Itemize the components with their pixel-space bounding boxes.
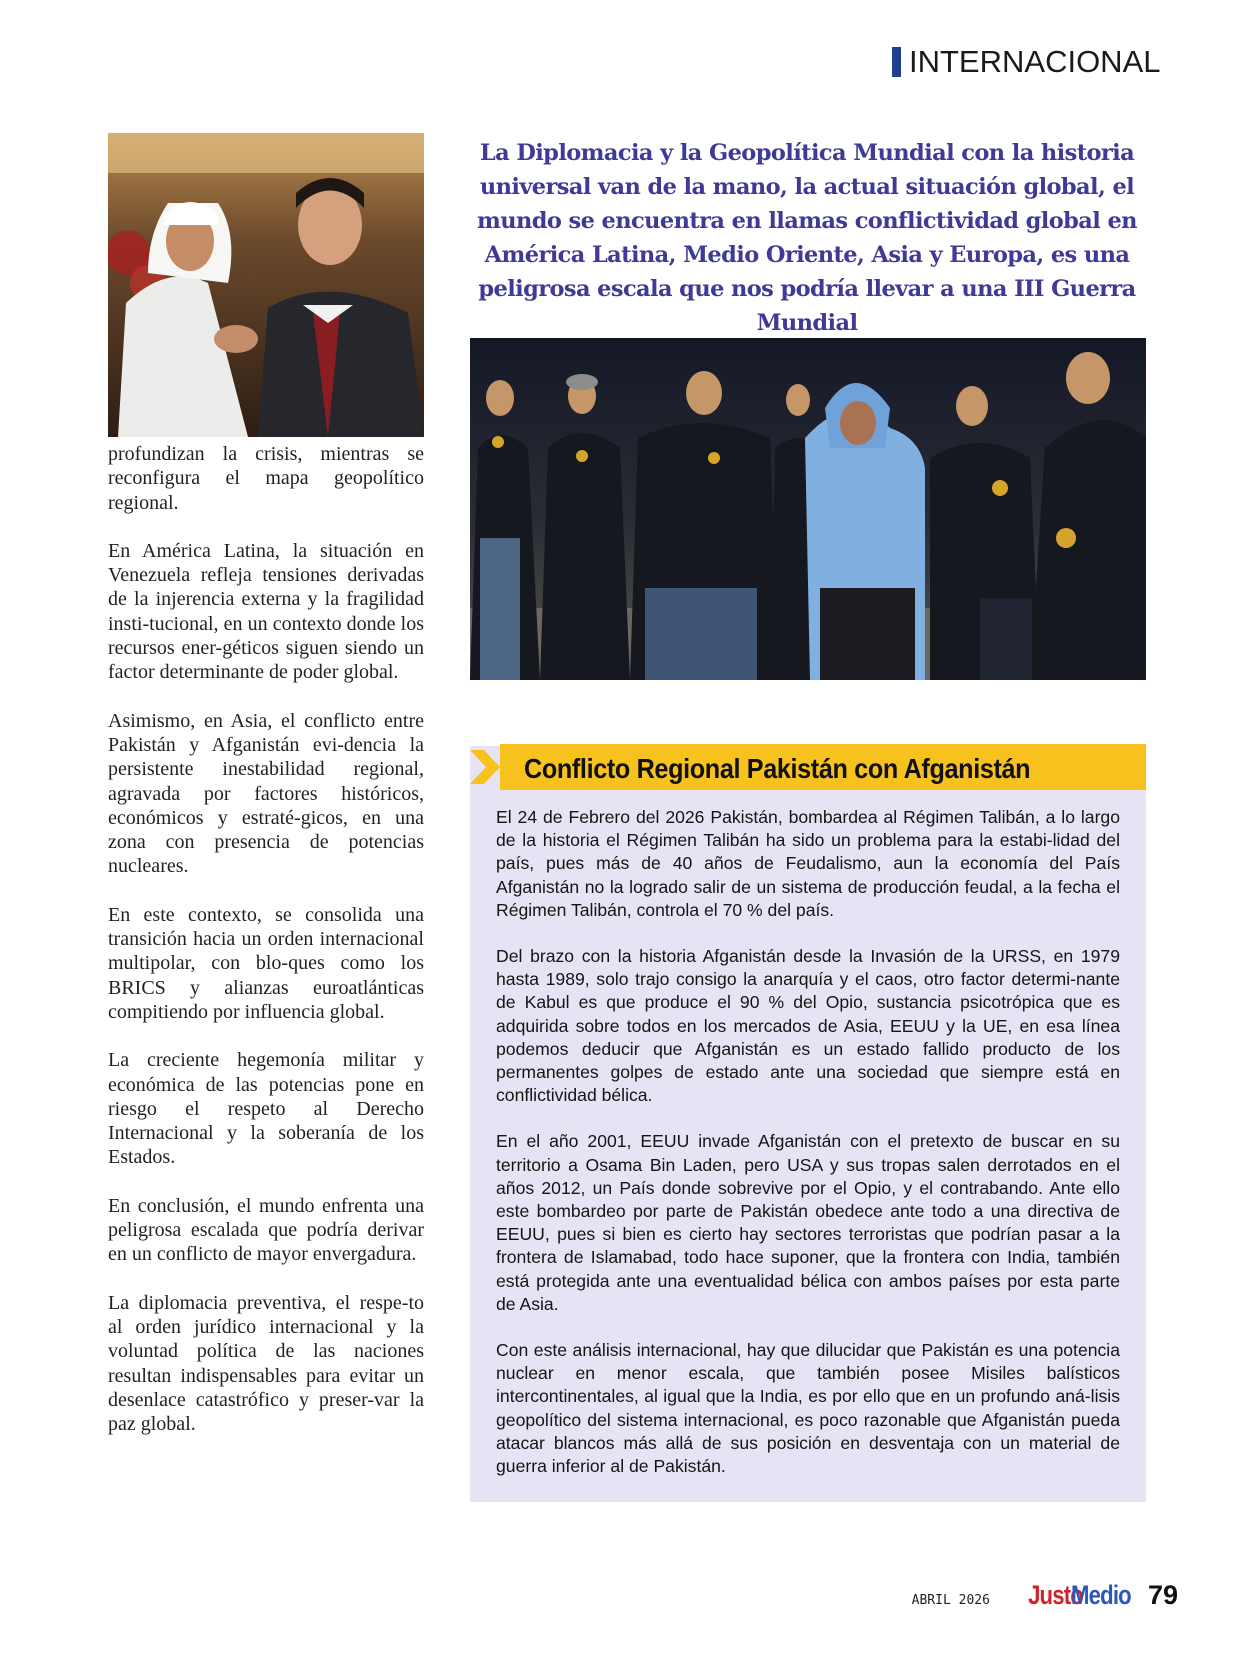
sidebar-box-title: Conflicto Regional Pakistán con Afganistán [524,753,1031,784]
sidebar-box-header [470,744,1146,790]
left-paragraph: En conclusión, el mundo enfrenta una peligrosa escalada que podría derivar en un conflicto de mayor envergadura. [108,1194,424,1266]
section-header [892,44,1160,80]
brand-logo-part2: Medio [1070,1580,1131,1610]
handshake-photo [108,133,424,437]
section-title: INTERNACIONAL [909,44,1161,79]
left-paragraph: profundizan la crisis, mientras se reconfigura el mapa geopolítico regional. [108,443,424,514]
chevron-right-icon [468,748,502,786]
section-marker [892,47,901,77]
issue-date: ABRIL 2026 [911,1593,990,1608]
left-column [108,442,424,1460]
box-paragraph: En el año 2001, EEUU invade Afganistán con el pretexto de buscar en su territorio a Osama Bin Laden, pero USA y sus tropas salen derrotados en el años 2012, un País donde sobrevive por el Opio, y el contrabando. Ante ello este bombardeo por parte de Pakistán obedece ante todo a una directiva de EEUU, pues si bien es cierto hay sectores terroristas que podrían pasar a la frontera de Islamabad, todo hace suponer, que la frontera con India, también está protegida ante una eventualidad bélica con ambos países por esta parte de Asia. [496,1131,1120,1314]
left-paragraph: La diplomacia preventiva, el respe-to al orden jurídico internacional y la voluntad política de las naciones resultan indispensables para evitar un desenlace catastrófico y preser-var la paz global. [108,1291,424,1436]
lead-paragraph: La Diplomacia y la Geopolítica Mundial con la historia universal van de la mano, la actual situación global, el mundo se encuentra en llamas conflictividad global en América Latina, Medio Oriente, Asia y Europa, es una peligrosa escala que nos podría llevar a una III Guerra Mundial [477,140,1137,336]
left-paragraph: En este contexto, se consolida una transición hacia un orden internacional multipolar, con blo-ques como los BRICS y alianzas euroatlánticas compitiendo por influencia global. [108,903,424,1023]
sidebar-box-body [496,806,1120,1501]
box-paragraph: El 24 de Febrero del 2026 Pakistán, bombardea al Régimen Talibán, a lo largo de la historia el Régimen Talibán ha sido un problema para la estabi-lidad del país, pues más de 40 años de Feudalismo, aun la economía del País Afganistán no la logrado salir de un sistema de producción feudal, a la fecha el Régimen Talibán, controla el 70 % del país. [496,807,1120,920]
page-footer [912,1580,1178,1611]
left-paragraph: La creciente hegemonía militar y económica de las potencias pone en riesgo el respeto al Derecho Internacional y la soberanía de los Estados. [108,1049,424,1169]
left-paragraph: Asimismo, en Asia, el conflicto entre Pakistán y Afganistán evi-dencia la persistente inestabilidad regional, agravada por factores históricos, económicos y estraté-gicos, en una zona con presencia de potencias nucleares. [108,709,424,878]
box-paragraph: Con este análisis internacional, hay que dilucidar que Pakistán es una potencia nuclear en menor escala, que también posee Misiles balísticos intercontinentales, al igual que la India, es por ello que en un profundo aná-lisis geopolítico del sistema internacional, es poco razonable que Afganistán pueda atacar blancos más allá de sus posición en desventaja con un material de guerra inferior al de Pakistán. [496,1340,1120,1477]
page-number: 79 [1147,1580,1178,1610]
box-paragraph: Del brazo con la historia Afganistán desde la Invasión de la URSS, en 1979 hasta 1989, solo trajo consigo la anarquía y el caos, otro factor determi-nante de Kabul es que produce el 90 % del Opio, sustancia psicotrópica que es adquirida sobre todos en los mercados de Asia, EEUU y la UE, en esa línea podemos deducir que Afganistán es un estado fallido producto de los permanentes golpes de estado ante una sociedad que siempre está en conflictividad bélica. [496,946,1120,1106]
escort-photo [470,338,1146,680]
brand-logo-part1: Justo [1028,1580,1083,1610]
left-paragraph: En América Latina, la situación en Venezuela refleja tensiones derivadas de la injerencia externa y la fragilidad insti-tucional, en un contexto donde los recursos ener-géticos siguen siendo un factor determinante de poder global. [108,539,424,684]
